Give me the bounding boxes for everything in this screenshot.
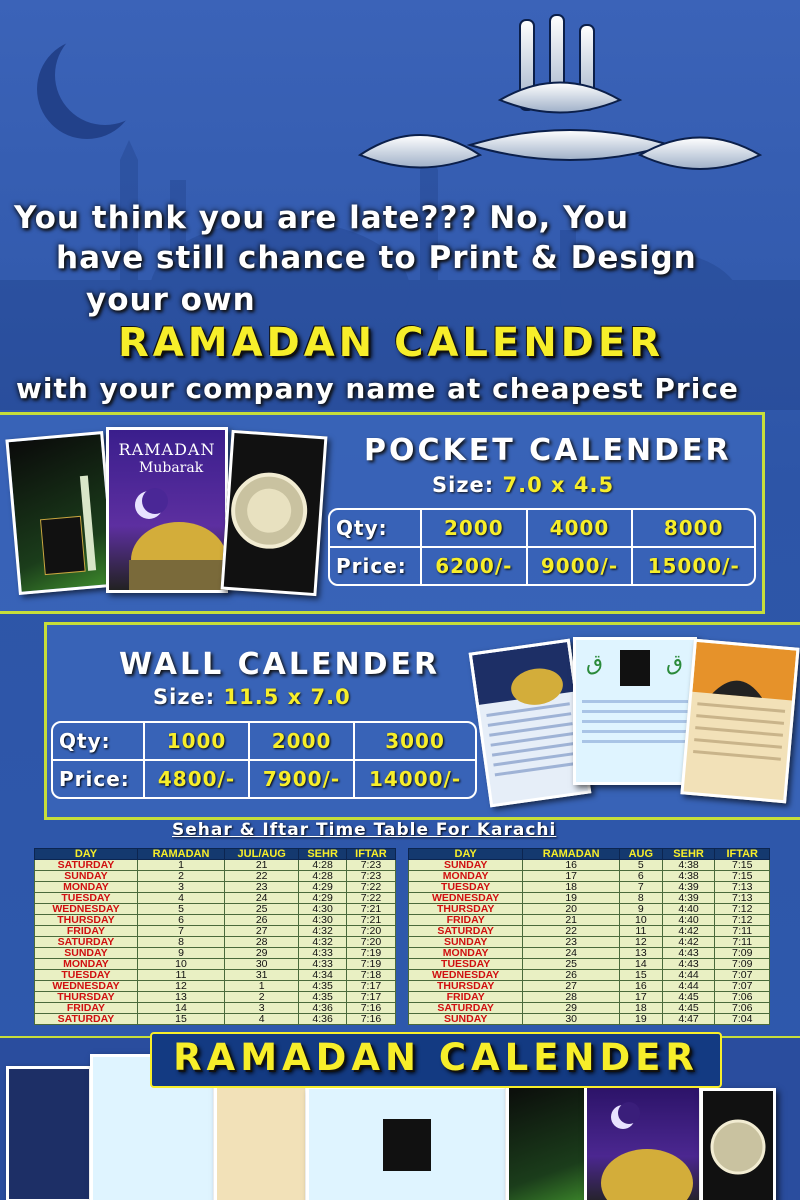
table-row bbox=[35, 992, 396, 1003]
ramadan-cell: 18 bbox=[523, 882, 620, 893]
sehr-cell: 4:38 bbox=[662, 871, 715, 882]
iftar-cell: 7:09 bbox=[715, 959, 770, 970]
ramadan-cell: 5 bbox=[137, 904, 224, 915]
day-cell: MONDAY bbox=[409, 948, 523, 959]
table-row bbox=[35, 970, 396, 981]
wall-size-label: Size: bbox=[153, 685, 216, 709]
price-cell: 7900/- bbox=[250, 761, 355, 797]
date-cell: 19 bbox=[620, 1014, 663, 1025]
day-cell: THURSDAY bbox=[409, 981, 523, 992]
date-cell: 6 bbox=[620, 871, 663, 882]
sehr-cell: 4:28 bbox=[299, 871, 347, 882]
qty-cell: 8000 bbox=[633, 510, 754, 548]
sehr-cell: 4:40 bbox=[662, 915, 715, 926]
date-cell: 25 bbox=[225, 904, 299, 915]
pocket-size-label: Size: bbox=[432, 473, 495, 497]
header-date: AUG bbox=[620, 849, 663, 860]
iftar-cell: 7:06 bbox=[715, 1003, 770, 1014]
sehr-cell: 4:36 bbox=[299, 1014, 347, 1025]
qty-cell: 2000 bbox=[422, 510, 528, 548]
collage-card-kaaba-wide bbox=[306, 1086, 508, 1200]
ramadan-cell: 24 bbox=[523, 948, 620, 959]
iftar-cell: 7:09 bbox=[715, 948, 770, 959]
timetable-header-row bbox=[35, 849, 396, 860]
date-cell: 24 bbox=[225, 893, 299, 904]
iftar-cell: 7:18 bbox=[346, 970, 395, 981]
iftar-cell: 7:12 bbox=[715, 915, 770, 926]
sehr-cell: 4:32 bbox=[299, 926, 347, 937]
ramadan-cell: 6 bbox=[137, 915, 224, 926]
date-cell: 21 bbox=[225, 860, 299, 871]
day-cell: TUESDAY bbox=[35, 893, 138, 904]
headline-line-2: have still chance to Print & Design bbox=[56, 240, 697, 276]
wall-calendar-panel bbox=[44, 622, 800, 820]
ramadan-cell: 20 bbox=[523, 904, 620, 915]
table-row bbox=[35, 926, 396, 937]
svg-text:ق: ق bbox=[666, 651, 684, 676]
svg-text:ق: ق bbox=[586, 651, 604, 676]
sehr-cell: 4:47 bbox=[662, 1014, 715, 1025]
date-cell: 12 bbox=[620, 937, 663, 948]
ramadan-cell: 22 bbox=[523, 926, 620, 937]
ramadan-cell: 30 bbox=[523, 1014, 620, 1025]
table-row bbox=[35, 948, 396, 959]
wall-size-value: 11.5 x 7.0 bbox=[223, 685, 351, 709]
day-cell: SUNDAY bbox=[35, 948, 138, 959]
date-cell: 28 bbox=[225, 937, 299, 948]
day-cell: SATURDAY bbox=[35, 937, 138, 948]
table-row bbox=[409, 860, 770, 871]
date-cell: 15 bbox=[620, 970, 663, 981]
header-ramadan: RAMADAN bbox=[137, 849, 224, 860]
ramadan-cell: 28 bbox=[523, 992, 620, 1003]
table-row bbox=[409, 882, 770, 893]
iftar-cell: 7:19 bbox=[346, 948, 395, 959]
table-row bbox=[409, 970, 770, 981]
day-cell: SUNDAY bbox=[35, 871, 138, 882]
sehr-cell: 4:44 bbox=[662, 970, 715, 981]
pocket-card-ramadan-mubarak bbox=[106, 427, 228, 593]
bottom-title: RAMADAN CALENDER bbox=[173, 1036, 699, 1079]
ramadan-cell: 27 bbox=[523, 981, 620, 992]
table-row bbox=[35, 1003, 396, 1014]
collage-card-kaaba-night bbox=[506, 1078, 590, 1200]
ramadan-cell: 25 bbox=[523, 959, 620, 970]
day-cell: SUNDAY bbox=[409, 860, 523, 871]
price-cell: 6200/- bbox=[422, 548, 528, 584]
table-row bbox=[409, 948, 770, 959]
date-cell: 16 bbox=[620, 981, 663, 992]
day-cell: FRIDAY bbox=[35, 926, 138, 937]
qty-cell: 1000 bbox=[145, 723, 250, 761]
table-row bbox=[409, 937, 770, 948]
date-cell: 30 bbox=[225, 959, 299, 970]
iftar-cell: 7:15 bbox=[715, 860, 770, 871]
iftar-cell: 7:22 bbox=[346, 882, 395, 893]
ramadan-cell: 10 bbox=[137, 959, 224, 970]
ramadan-cell: 2 bbox=[137, 871, 224, 882]
table-row bbox=[409, 915, 770, 926]
card-text-ramadan: RAMADAN bbox=[118, 440, 216, 459]
ramadan-cell: 11 bbox=[137, 970, 224, 981]
sehr-cell: 4:28 bbox=[299, 860, 347, 871]
day-cell: SATURDAY bbox=[409, 926, 523, 937]
date-cell: 23 bbox=[225, 882, 299, 893]
header-ramadan: RAMADAN bbox=[523, 849, 620, 860]
ramadan-cell: 19 bbox=[523, 893, 620, 904]
day-cell: TUESDAY bbox=[35, 970, 138, 981]
pocket-size bbox=[432, 473, 614, 497]
bottom-title-banner bbox=[150, 1032, 722, 1088]
sehr-cell: 4:38 bbox=[662, 860, 715, 871]
day-cell: FRIDAY bbox=[409, 915, 523, 926]
iftar-cell: 7:21 bbox=[346, 915, 395, 926]
iftar-cell: 7:17 bbox=[346, 981, 395, 992]
date-cell: 3 bbox=[225, 1003, 299, 1014]
timetable-header-row bbox=[409, 849, 770, 860]
iftar-cell: 7:23 bbox=[346, 871, 395, 882]
sehr-cell: 4:45 bbox=[662, 1003, 715, 1014]
sehr-cell: 4:29 bbox=[299, 893, 347, 904]
table-row bbox=[35, 937, 396, 948]
header-sehr: SEHR bbox=[662, 849, 715, 860]
day-cell: TUESDAY bbox=[409, 959, 523, 970]
ramadan-cell: 8 bbox=[137, 937, 224, 948]
day-cell: MONDAY bbox=[35, 882, 138, 893]
table-row bbox=[35, 1014, 396, 1025]
day-cell: SATURDAY bbox=[35, 1014, 138, 1025]
pocket-size-value: 7.0 x 4.5 bbox=[502, 473, 615, 497]
sehr-cell: 4:33 bbox=[299, 948, 347, 959]
day-cell: SUNDAY bbox=[409, 1014, 523, 1025]
sehr-cell: 4:35 bbox=[299, 992, 347, 1003]
date-cell: 9 bbox=[620, 904, 663, 915]
sehr-cell: 4:33 bbox=[299, 959, 347, 970]
qty-row bbox=[53, 723, 475, 761]
table-row bbox=[409, 926, 770, 937]
collage-card-dome bbox=[6, 1066, 92, 1200]
sehr-cell: 4:43 bbox=[662, 959, 715, 970]
ramadan-cell: 23 bbox=[523, 937, 620, 948]
table-row bbox=[409, 1014, 770, 1025]
date-cell: 7 bbox=[620, 882, 663, 893]
day-cell: SATURDAY bbox=[409, 1003, 523, 1014]
iftar-cell: 7:15 bbox=[715, 871, 770, 882]
header-day: DAY bbox=[409, 849, 523, 860]
sehr-cell: 4:30 bbox=[299, 904, 347, 915]
sehr-cell: 4:36 bbox=[299, 1003, 347, 1014]
date-cell: 17 bbox=[620, 992, 663, 1003]
ramadan-cell: 7 bbox=[137, 926, 224, 937]
ramadan-cell: 12 bbox=[137, 981, 224, 992]
sehr-cell: 4:34 bbox=[299, 970, 347, 981]
qty-label: Qty: bbox=[330, 510, 422, 548]
price-row bbox=[330, 548, 754, 584]
ramadan-cell: 1 bbox=[137, 860, 224, 871]
day-cell: SUNDAY bbox=[409, 937, 523, 948]
iftar-cell: 7:17 bbox=[346, 992, 395, 1003]
iftar-cell: 7:07 bbox=[715, 970, 770, 981]
sehr-cell: 4:44 bbox=[662, 981, 715, 992]
header-iftar: IFTAR bbox=[715, 849, 770, 860]
day-cell: WEDNESDAY bbox=[35, 904, 138, 915]
date-cell: 18 bbox=[620, 1003, 663, 1014]
day-cell: MONDAY bbox=[35, 959, 138, 970]
collage-card-ramadan-mubarak bbox=[584, 1080, 702, 1200]
headline-line-3: your own bbox=[86, 282, 256, 318]
day-cell: THURSDAY bbox=[409, 904, 523, 915]
date-cell: 4 bbox=[225, 1014, 299, 1025]
ramadan-kareem-calligraphy bbox=[340, 5, 780, 195]
price-label: Price: bbox=[53, 761, 145, 797]
header-iftar: IFTAR bbox=[346, 849, 395, 860]
table-row bbox=[35, 882, 396, 893]
date-cell: 2 bbox=[225, 992, 299, 1003]
table-row bbox=[35, 904, 396, 915]
iftar-cell: 7:06 bbox=[715, 992, 770, 1003]
iftar-cell: 7:11 bbox=[715, 937, 770, 948]
headline-line-1: You think you are late??? No, You bbox=[14, 200, 630, 236]
pocket-title: POCKET CALENDER bbox=[364, 433, 732, 468]
crescent-moon-icon bbox=[55, 25, 155, 125]
iftar-cell: 7:22 bbox=[346, 893, 395, 904]
schedule-title: Sehar & Iftar Time Table For Karachi bbox=[172, 820, 557, 840]
iftar-cell: 7:20 bbox=[346, 937, 395, 948]
sehr-cell: 4:35 bbox=[299, 981, 347, 992]
date-cell: 26 bbox=[225, 915, 299, 926]
pocket-price-table bbox=[328, 508, 756, 586]
qty-row bbox=[330, 510, 754, 548]
sehr-cell: 4:42 bbox=[662, 937, 715, 948]
table-row bbox=[35, 915, 396, 926]
day-cell: WEDNESDAY bbox=[409, 970, 523, 981]
qty-cell: 2000 bbox=[250, 723, 355, 761]
price-cell: 9000/- bbox=[528, 548, 634, 584]
iftar-cell: 7:11 bbox=[715, 926, 770, 937]
date-cell: 13 bbox=[620, 948, 663, 959]
header-sehr: SEHR bbox=[299, 849, 347, 860]
ramadan-cell: 21 bbox=[523, 915, 620, 926]
day-cell: THURSDAY bbox=[35, 992, 138, 1003]
date-cell: 11 bbox=[620, 926, 663, 937]
table-row bbox=[35, 959, 396, 970]
iftar-cell: 7:21 bbox=[346, 904, 395, 915]
ramadan-cell: 15 bbox=[137, 1014, 224, 1025]
ramadan-cell: 29 bbox=[523, 1003, 620, 1014]
date-cell: 22 bbox=[225, 871, 299, 882]
table-row bbox=[35, 893, 396, 904]
date-cell: 1 bbox=[225, 981, 299, 992]
iftar-cell: 7:20 bbox=[346, 926, 395, 937]
qty-cell: 4000 bbox=[528, 510, 634, 548]
sehr-cell: 4:42 bbox=[662, 926, 715, 937]
iftar-cell: 7:13 bbox=[715, 882, 770, 893]
main-title: RAMADAN CALENDER bbox=[118, 320, 665, 366]
date-cell: 5 bbox=[620, 860, 663, 871]
wall-price-table bbox=[51, 721, 477, 799]
price-cell: 15000/- bbox=[647, 554, 740, 578]
day-cell: SATURDAY bbox=[35, 860, 138, 871]
card-text-mubarak: Mubarak bbox=[139, 460, 204, 476]
collage-card-sunset bbox=[214, 1076, 308, 1200]
qty-label: Qty: bbox=[53, 723, 145, 761]
iftar-cell: 7:23 bbox=[346, 860, 395, 871]
date-cell: 27 bbox=[225, 926, 299, 937]
date-cell: 10 bbox=[620, 915, 663, 926]
sehr-cell: 4:32 bbox=[299, 937, 347, 948]
wall-size bbox=[153, 685, 351, 709]
table-row bbox=[409, 871, 770, 882]
day-cell: FRIDAY bbox=[409, 992, 523, 1003]
ramadan-cell: 16 bbox=[523, 860, 620, 871]
day-cell: THURSDAY bbox=[35, 915, 138, 926]
price-cell: 4800/- bbox=[145, 761, 250, 797]
day-cell: WEDNESDAY bbox=[35, 981, 138, 992]
pocket-card-calligraphy-medallion bbox=[221, 430, 328, 596]
ramadan-cell: 14 bbox=[137, 1003, 224, 1014]
ramadan-cell: 4 bbox=[137, 893, 224, 904]
timetable-left bbox=[34, 848, 396, 1025]
table-row bbox=[35, 860, 396, 871]
collage-card-medallion bbox=[700, 1088, 776, 1200]
pocket-calendar-panel bbox=[0, 412, 765, 614]
price-label: Price: bbox=[330, 548, 422, 584]
iftar-cell: 7:19 bbox=[346, 959, 395, 970]
sehr-cell: 4:30 bbox=[299, 915, 347, 926]
ramadan-cell: 13 bbox=[137, 992, 224, 1003]
date-cell: 8 bbox=[620, 893, 663, 904]
day-cell: MONDAY bbox=[409, 871, 523, 882]
sehr-cell: 4:29 bbox=[299, 882, 347, 893]
ramadan-cell: 3 bbox=[137, 882, 224, 893]
header-day: DAY bbox=[35, 849, 138, 860]
wall-card-sunset-mosque bbox=[680, 639, 799, 804]
table-row bbox=[409, 992, 770, 1003]
price-row bbox=[53, 761, 475, 797]
price-cell: 14000/- bbox=[368, 767, 462, 791]
sehr-cell: 4:40 bbox=[662, 904, 715, 915]
iftar-cell: 7:13 bbox=[715, 893, 770, 904]
table-row bbox=[409, 1003, 770, 1014]
table-row bbox=[409, 959, 770, 970]
ramadan-cell: 26 bbox=[523, 970, 620, 981]
table-row bbox=[35, 981, 396, 992]
day-cell: TUESDAY bbox=[409, 882, 523, 893]
date-cell: 31 bbox=[225, 970, 299, 981]
sehr-cell: 4:39 bbox=[662, 882, 715, 893]
day-cell: WEDNESDAY bbox=[409, 893, 523, 904]
iftar-cell: 7:16 bbox=[346, 1014, 395, 1025]
table-row bbox=[409, 981, 770, 992]
date-cell: 14 bbox=[620, 959, 663, 970]
table-row bbox=[409, 893, 770, 904]
iftar-cell: 7:07 bbox=[715, 981, 770, 992]
day-cell: FRIDAY bbox=[35, 1003, 138, 1014]
wall-title: WALL CALENDER bbox=[119, 647, 441, 682]
iftar-cell: 7:04 bbox=[715, 1014, 770, 1025]
iftar-cell: 7:12 bbox=[715, 904, 770, 915]
sehr-cell: 4:43 bbox=[662, 948, 715, 959]
header-date: JUL/AUG bbox=[225, 849, 299, 860]
sehr-cell: 4:45 bbox=[662, 992, 715, 1003]
qty-cell: 3000 bbox=[355, 723, 475, 761]
headline-line-4: with your company name at cheapest Price bbox=[16, 372, 739, 405]
ramadan-cell: 9 bbox=[137, 948, 224, 959]
wall-card-kaaba bbox=[573, 637, 697, 785]
sehr-cell: 4:39 bbox=[662, 893, 715, 904]
table-row bbox=[35, 871, 396, 882]
date-cell: 29 bbox=[225, 948, 299, 959]
ramadan-cell: 17 bbox=[523, 871, 620, 882]
iftar-cell: 7:16 bbox=[346, 1003, 395, 1014]
timetable-right bbox=[408, 848, 770, 1025]
pocket-card-kaaba-image bbox=[5, 431, 116, 595]
table-row bbox=[409, 904, 770, 915]
